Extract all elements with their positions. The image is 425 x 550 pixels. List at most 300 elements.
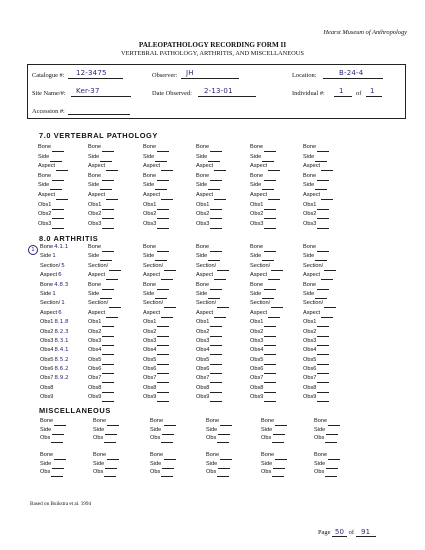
field-label: Section/ [40,262,61,269]
field-row [196,181,226,191]
entry-blank[interactable] [325,442,337,443]
field-label: Side [250,290,262,297]
field-label: Obs2 [196,328,210,335]
field-row [250,309,283,318]
handwritten-value: 4.8.3 [54,281,69,288]
field-label: Side [143,253,155,260]
field-row [314,451,340,460]
location-value: B-24-4 [339,69,364,77]
field-label: Side [314,426,326,433]
field-row [88,143,118,153]
field-label: Obs [206,469,217,476]
field-row [303,290,336,299]
field-label: Obs4 [143,347,157,354]
field-label: Obs [261,469,272,476]
entry-blank[interactable] [102,326,114,327]
entry-blank[interactable] [161,199,173,200]
field-row [93,460,119,469]
field-row [250,356,283,365]
field-row [150,426,176,435]
field-label: Side [88,290,100,297]
field-row [93,417,119,426]
entry-blank[interactable] [264,151,276,152]
field-row [143,365,176,374]
field-row [143,271,176,280]
field-row [250,281,283,290]
entry-blank[interactable] [268,199,280,200]
field-label: Obs7 [196,375,210,382]
field-label: Obs3 [303,337,317,344]
entry-blank[interactable] [264,326,276,327]
field-row [261,417,287,426]
field-column [206,417,232,443]
field-label: Side [250,153,262,160]
field-row [303,143,333,153]
field-row [40,384,69,393]
field-label: Obs7 [88,375,102,382]
field-label: Aspect [143,191,161,198]
field-label: Bone [93,452,107,458]
field-label: Aspect [88,163,106,170]
field-label: Bone [303,281,317,288]
field-row [143,191,173,201]
field-row [250,290,283,299]
entry-blank[interactable] [56,199,68,200]
field-row [250,252,283,261]
entry-blank[interactable] [157,326,169,327]
entry-blank[interactable] [104,442,116,443]
handwritten-value: 6 [58,309,62,316]
field-row [196,220,226,230]
field-label: Bone [206,452,220,458]
field-label: Obs3 [303,220,317,227]
field-row [38,210,68,220]
field-row [88,374,121,383]
field-row [143,181,173,191]
field-label: Obs5 [196,356,210,363]
field-row [303,153,333,163]
field-row [196,393,229,402]
entry-blank[interactable] [157,228,169,229]
field-label: Aspect [303,309,321,316]
field-column [88,143,118,229]
field-row [143,318,176,327]
handwritten-value: 8.3.1 [54,337,69,344]
field-label: Obs [261,435,272,442]
field-row [143,346,176,355]
field-label: Section/ [88,300,109,307]
field-row [88,181,118,191]
field-row [206,460,232,469]
field-label: Obs1 [303,319,317,326]
field-row [206,426,232,435]
field-label: Obs9 [143,394,157,401]
field-label: Obs9 [250,394,264,401]
field-label: Section/ [250,262,271,269]
entry-blank[interactable] [51,442,63,443]
field-row [40,299,69,308]
field-row [303,299,336,308]
field-label: Obs2 [88,328,102,335]
field-column [88,243,121,403]
field-label: Side [303,253,315,260]
handwritten-value: 6 [58,272,62,279]
field-label: Side [196,153,208,160]
field-row [143,201,173,211]
field-row [196,252,229,261]
field-column [206,451,232,477]
entry-blank[interactable] [317,151,329,152]
field-column [303,243,336,403]
field-label: Obs2 [38,211,52,218]
field-row [250,143,280,153]
field-row [143,252,176,261]
field-label: Obs3 [143,220,157,227]
field-row [250,384,283,393]
field-row [143,337,176,346]
field-label: Bone [88,172,102,179]
entry-blank[interactable] [210,326,222,327]
page-total: 91 [360,528,371,536]
field-label: Obs [206,435,217,442]
entry-blank[interactable] [161,442,173,443]
entry-blank[interactable] [325,476,337,477]
field-label: Obs7 [250,375,264,382]
field-row [88,162,118,172]
field-label: Obs [93,469,104,476]
field-column [143,243,176,403]
field-label: Bone [143,244,157,250]
field-row [250,243,283,252]
field-label: Obs1 [88,201,102,208]
handwritten-value: 1 [52,253,56,260]
field-row [196,337,229,346]
field-label: Obs6 [303,366,317,373]
entry-blank[interactable] [321,199,333,200]
individual-value: 1 [339,87,344,95]
field-label: Bone [40,418,54,424]
field-label: Obs4 [303,347,317,354]
field-label: Bone [93,418,107,424]
field-label: Side [93,426,105,433]
field-row [93,434,119,443]
field-row [88,318,121,327]
entry-blank[interactable] [51,476,63,477]
field-row [150,451,176,460]
field-label: Side [88,182,100,189]
field-row [303,346,336,355]
field-label: Section/ [143,300,164,307]
entry-blank[interactable] [104,476,116,477]
site-value: Ker-37 [76,87,100,95]
entry-blank[interactable] [52,151,64,152]
field-label: Bone [88,144,102,150]
field-row [196,191,226,201]
field-label: Bone [150,418,164,424]
field-label: Obs9 [196,394,210,401]
field-label: Aspect [143,309,161,316]
field-label: Obs2 [303,328,317,335]
handwritten-value: 1 [61,300,65,307]
field-row [314,460,340,469]
field-column [261,417,287,443]
field-label: Aspect [303,272,321,279]
field-row [40,346,69,355]
field-label: Obs3 [196,220,210,227]
field-label: Obs2 [143,328,157,335]
field-row [250,346,283,355]
field-row [40,318,69,327]
field-row [143,356,176,365]
field-row [88,153,118,163]
field-label: Obs9 [88,394,102,401]
field-label: Side [150,426,162,433]
field-label: Obs3 [143,337,157,344]
field-row [261,468,287,477]
field-row [150,460,176,469]
field-row [303,210,333,220]
field-label: Bone [303,244,317,250]
field-label: Obs3 [88,337,102,344]
field-label: Side [40,253,52,260]
entry-blank[interactable] [272,476,284,477]
museum-name: Hearst Museum of Anthropology [323,29,407,36]
field-row [196,365,229,374]
field-row [196,374,229,383]
field-row [38,181,68,191]
accession-field[interactable] [68,106,130,115]
field-row [143,153,173,163]
field-row [196,318,229,327]
field-row [303,220,333,230]
entry-blank[interactable] [214,199,226,200]
field-row [303,262,336,271]
field-label: Section/ [40,300,61,307]
entry-blank[interactable] [272,442,284,443]
field-label: Side [196,290,208,297]
field-label: Obs3 [40,337,54,344]
field-row [40,356,69,365]
field-row [314,417,340,426]
field-label: Obs3 [88,220,102,227]
field-label: Bone [314,452,328,458]
field-row [196,153,226,163]
field-row [196,210,226,220]
arthritis-section-title: 8.0 ARTHRITIS [39,234,99,243]
field-label: Bone [314,418,328,424]
field-label: Aspect [88,272,106,279]
field-row [88,365,121,374]
field-label: Obs1 [38,201,52,208]
field-row [40,252,69,261]
field-column [196,243,229,403]
entry-blank[interactable] [210,401,222,402]
field-label: Obs [93,435,104,442]
field-row [38,172,68,182]
field-row [196,309,229,318]
field-label: Aspect [303,163,321,170]
field-row [40,271,69,280]
field-label: Aspect [88,191,106,198]
field-label: Side [93,460,105,467]
field-row [250,191,280,201]
field-label: Side [261,460,273,467]
field-row [250,153,280,163]
field-row [40,281,69,290]
field-row [196,172,226,182]
field-row [250,299,283,308]
field-label: Obs1 [143,319,157,326]
handwritten-value: 1 [52,290,56,297]
entry-blank[interactable] [161,476,173,477]
date-label: Date Observed: [152,90,192,97]
entry-blank[interactable] [264,401,276,402]
field-row [40,468,66,477]
field-row [314,434,340,443]
field-label: Obs1 [88,319,102,326]
field-label: Side [40,460,52,467]
entry-blank[interactable] [317,401,329,402]
field-column [250,143,280,229]
field-label: Section/ [196,262,217,269]
page-field[interactable] [332,528,347,537]
field-row [38,220,68,230]
field-row [314,468,340,477]
field-label: Side [143,290,155,297]
field-label: Obs4 [196,347,210,354]
field-label: Obs1 [250,201,264,208]
field-row [40,243,69,252]
field-column [303,143,333,229]
field-row [88,356,121,365]
field-column [261,451,287,477]
field-label: Bone [261,418,275,424]
field-row [303,201,333,211]
field-row [40,460,66,469]
field-label: Aspect [196,309,214,316]
field-label: Bone [303,144,317,150]
field-label: Obs6 [40,366,54,373]
field-row [250,337,283,346]
entry-blank[interactable] [102,401,114,402]
field-row [40,426,66,435]
field-label: Obs6 [88,366,102,373]
field-label: Obs [150,435,161,442]
field-row [40,365,69,374]
page-label: Page [318,529,331,536]
circle-mark: 1 [28,245,38,255]
field-label: Obs7 [143,375,157,382]
field-row [261,434,287,443]
location-label: Location: [292,72,317,79]
field-label: Obs5 [250,356,264,363]
field-row [88,172,118,182]
field-label: Obs1 [196,201,210,208]
entry-blank[interactable] [317,326,329,327]
field-row [303,318,336,327]
field-row [196,328,229,337]
field-row [303,374,336,383]
field-row [250,201,280,211]
field-row [303,181,333,191]
entry-blank[interactable] [102,151,114,152]
identification-box [27,64,406,119]
entry-blank[interactable] [217,476,229,477]
field-row [40,417,66,426]
field-label: Bone [250,144,264,150]
entry-blank[interactable] [210,228,222,229]
entry-blank[interactable] [157,401,169,402]
field-row [88,328,121,337]
field-row [40,374,69,383]
field-label: Side [88,153,100,160]
field-label: Side [303,182,315,189]
field-label: Bone [88,281,102,288]
field-row [196,201,226,211]
field-row [206,434,232,443]
field-row [88,271,121,280]
field-column [93,451,119,477]
field-row [88,337,121,346]
field-label: Bone [250,172,264,179]
entry-blank[interactable] [317,228,329,229]
field-column [40,243,69,403]
field-row [38,201,68,211]
form-subtitle: VERTEBRAL PATHOLOGY, ARTHRITIS, AND MISCELLANEOUS [121,50,304,57]
field-label: Aspect [303,191,321,198]
entry-blank[interactable] [102,228,114,229]
field-label: Obs [314,435,325,442]
field-row [38,162,68,172]
field-row [143,162,173,172]
field-label: Bone [206,418,220,424]
field-row [143,393,176,402]
field-row [303,243,336,252]
entry-blank[interactable] [217,442,229,443]
field-label: Obs [40,435,51,442]
field-row [250,220,280,230]
entry-blank[interactable] [157,151,169,152]
field-column [40,451,66,477]
field-row [40,393,69,402]
misc-section-title: MISCELLANEOUS [39,406,111,415]
field-row [143,210,173,220]
entry-blank[interactable] [52,228,64,229]
field-column [314,451,340,477]
page-total-field[interactable] [356,528,376,537]
entry-blank[interactable] [264,228,276,229]
field-row [250,172,280,182]
field-label: Side [314,460,326,467]
field-row [143,220,173,230]
entry-blank[interactable] [210,151,222,152]
field-row [250,318,283,327]
field-row [314,426,340,435]
field-label: Side [196,253,208,260]
field-label: Bone [196,281,210,288]
field-row [88,393,121,402]
field-label: Side [38,182,50,189]
field-row [88,384,121,393]
field-column [38,143,68,229]
field-row [196,281,229,290]
field-label: Obs [314,469,325,476]
field-label: Obs [40,469,51,476]
entry-blank[interactable] [106,199,118,200]
field-label: Obs1 [196,319,210,326]
field-label: Obs2 [196,211,210,218]
field-row [143,299,176,308]
